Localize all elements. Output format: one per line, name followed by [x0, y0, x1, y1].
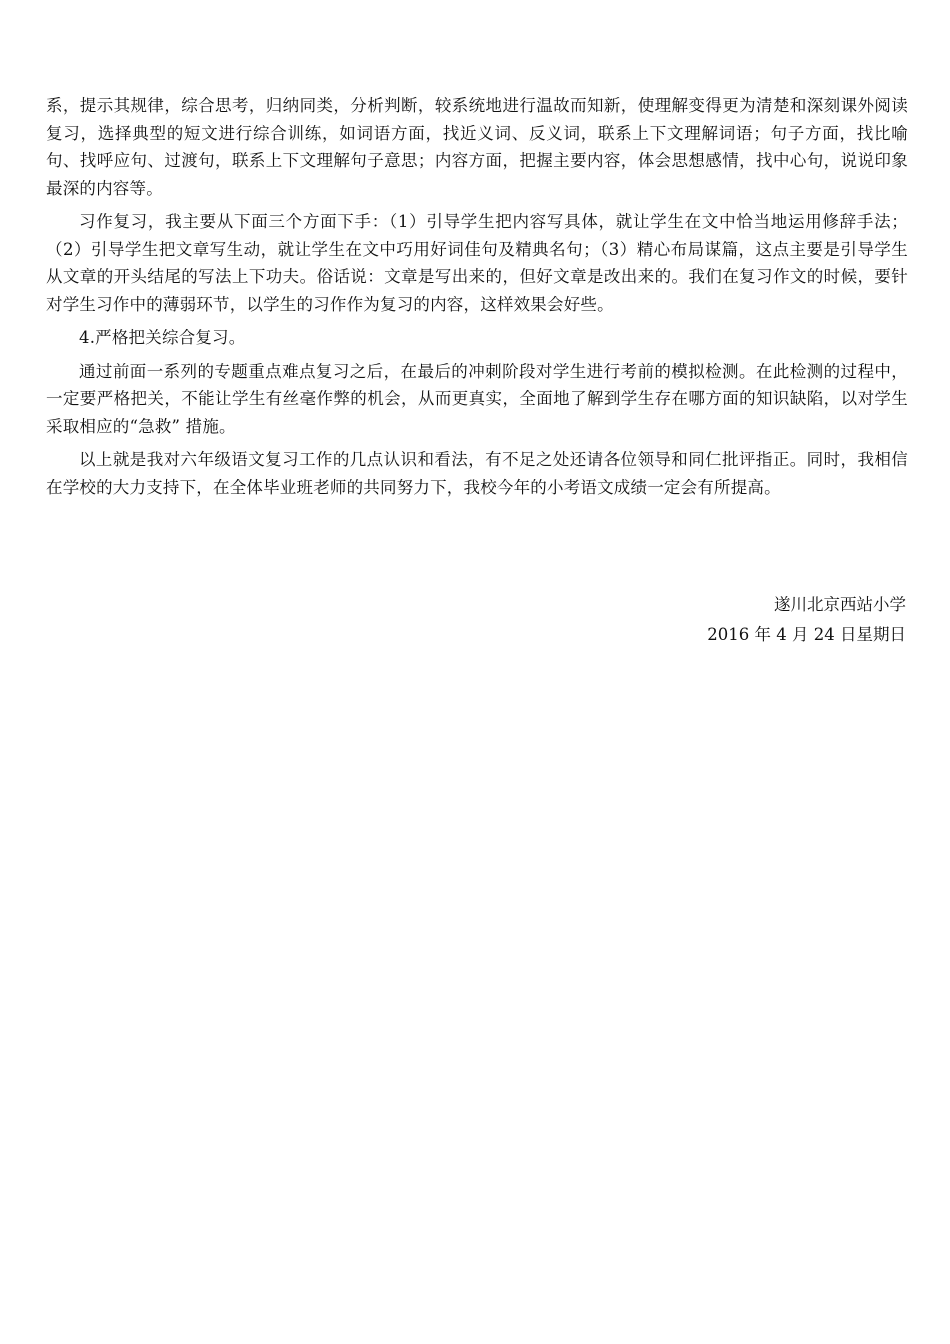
paragraph-conclusion: 以上就是我对六年级语文复习工作的几点认识和看法，有不足之处还请各位领导和同仁批评指正。同时，我相信在学校的大力支持下，在全体毕业班老师的共同努力下，我校今年的小考语文成绩一定会有所提高。	[46, 450, 908, 497]
signature-block	[707, 590, 906, 650]
paragraph-writing-review: 习作复习，我主要从下面三个方面下手：（1）引导学生把内容写具体，就让学生在文中恰当地运用修辞手法；（2）引导学生把文章写生动，就让学生在文中巧用好词佳句及精典名句；（3）精心布局谋篇，这点主要是引导学生从文章的开头结尾的写法上下功夫。俗话说：文章是写出来的，但好文章是改出来的。我们在复习作文的时候，要针对学生习作中的薄弱环节，以学生的习作作为复习的内容，这样效果会好些。	[46, 212, 908, 314]
paragraph-review-summary: 系，提示其规律，综合思考，归纳同类，分析判断，较系统地进行温故而知新，使理解变得更为清楚和深刻课外阅读复习，选择典型的短文进行综合训练，如词语方面，找近义词、反义词，联系上下文理解词语；句子方面，找比喻句、找呼应句、过渡句，联系上下文理解句子意思；内容方面，把握主要内容，体会思想感情，找中心句，说说印象最深的内容等。	[46, 96, 908, 198]
section-heading-comprehensive-review: 4.严格把关综合复习。	[79, 328, 246, 347]
document-body	[46, 92, 908, 507]
school-name: 遂川北京西站小学	[774, 595, 906, 614]
signature-date: 2016 年 4 月 24 日星期日	[707, 625, 906, 644]
paragraph-mock-test: 通过前面一系列的专题重点难点复习之后，在最后的冲刺阶段对学生进行考前的模拟检测。在此检测的过程中，一定要严格把关，不能让学生有丝毫作弊的机会，从而更真实，全面地了解到学生存在哪方面的知识缺陷，以对学生采取相应的“急救” 措施。	[46, 361, 908, 436]
